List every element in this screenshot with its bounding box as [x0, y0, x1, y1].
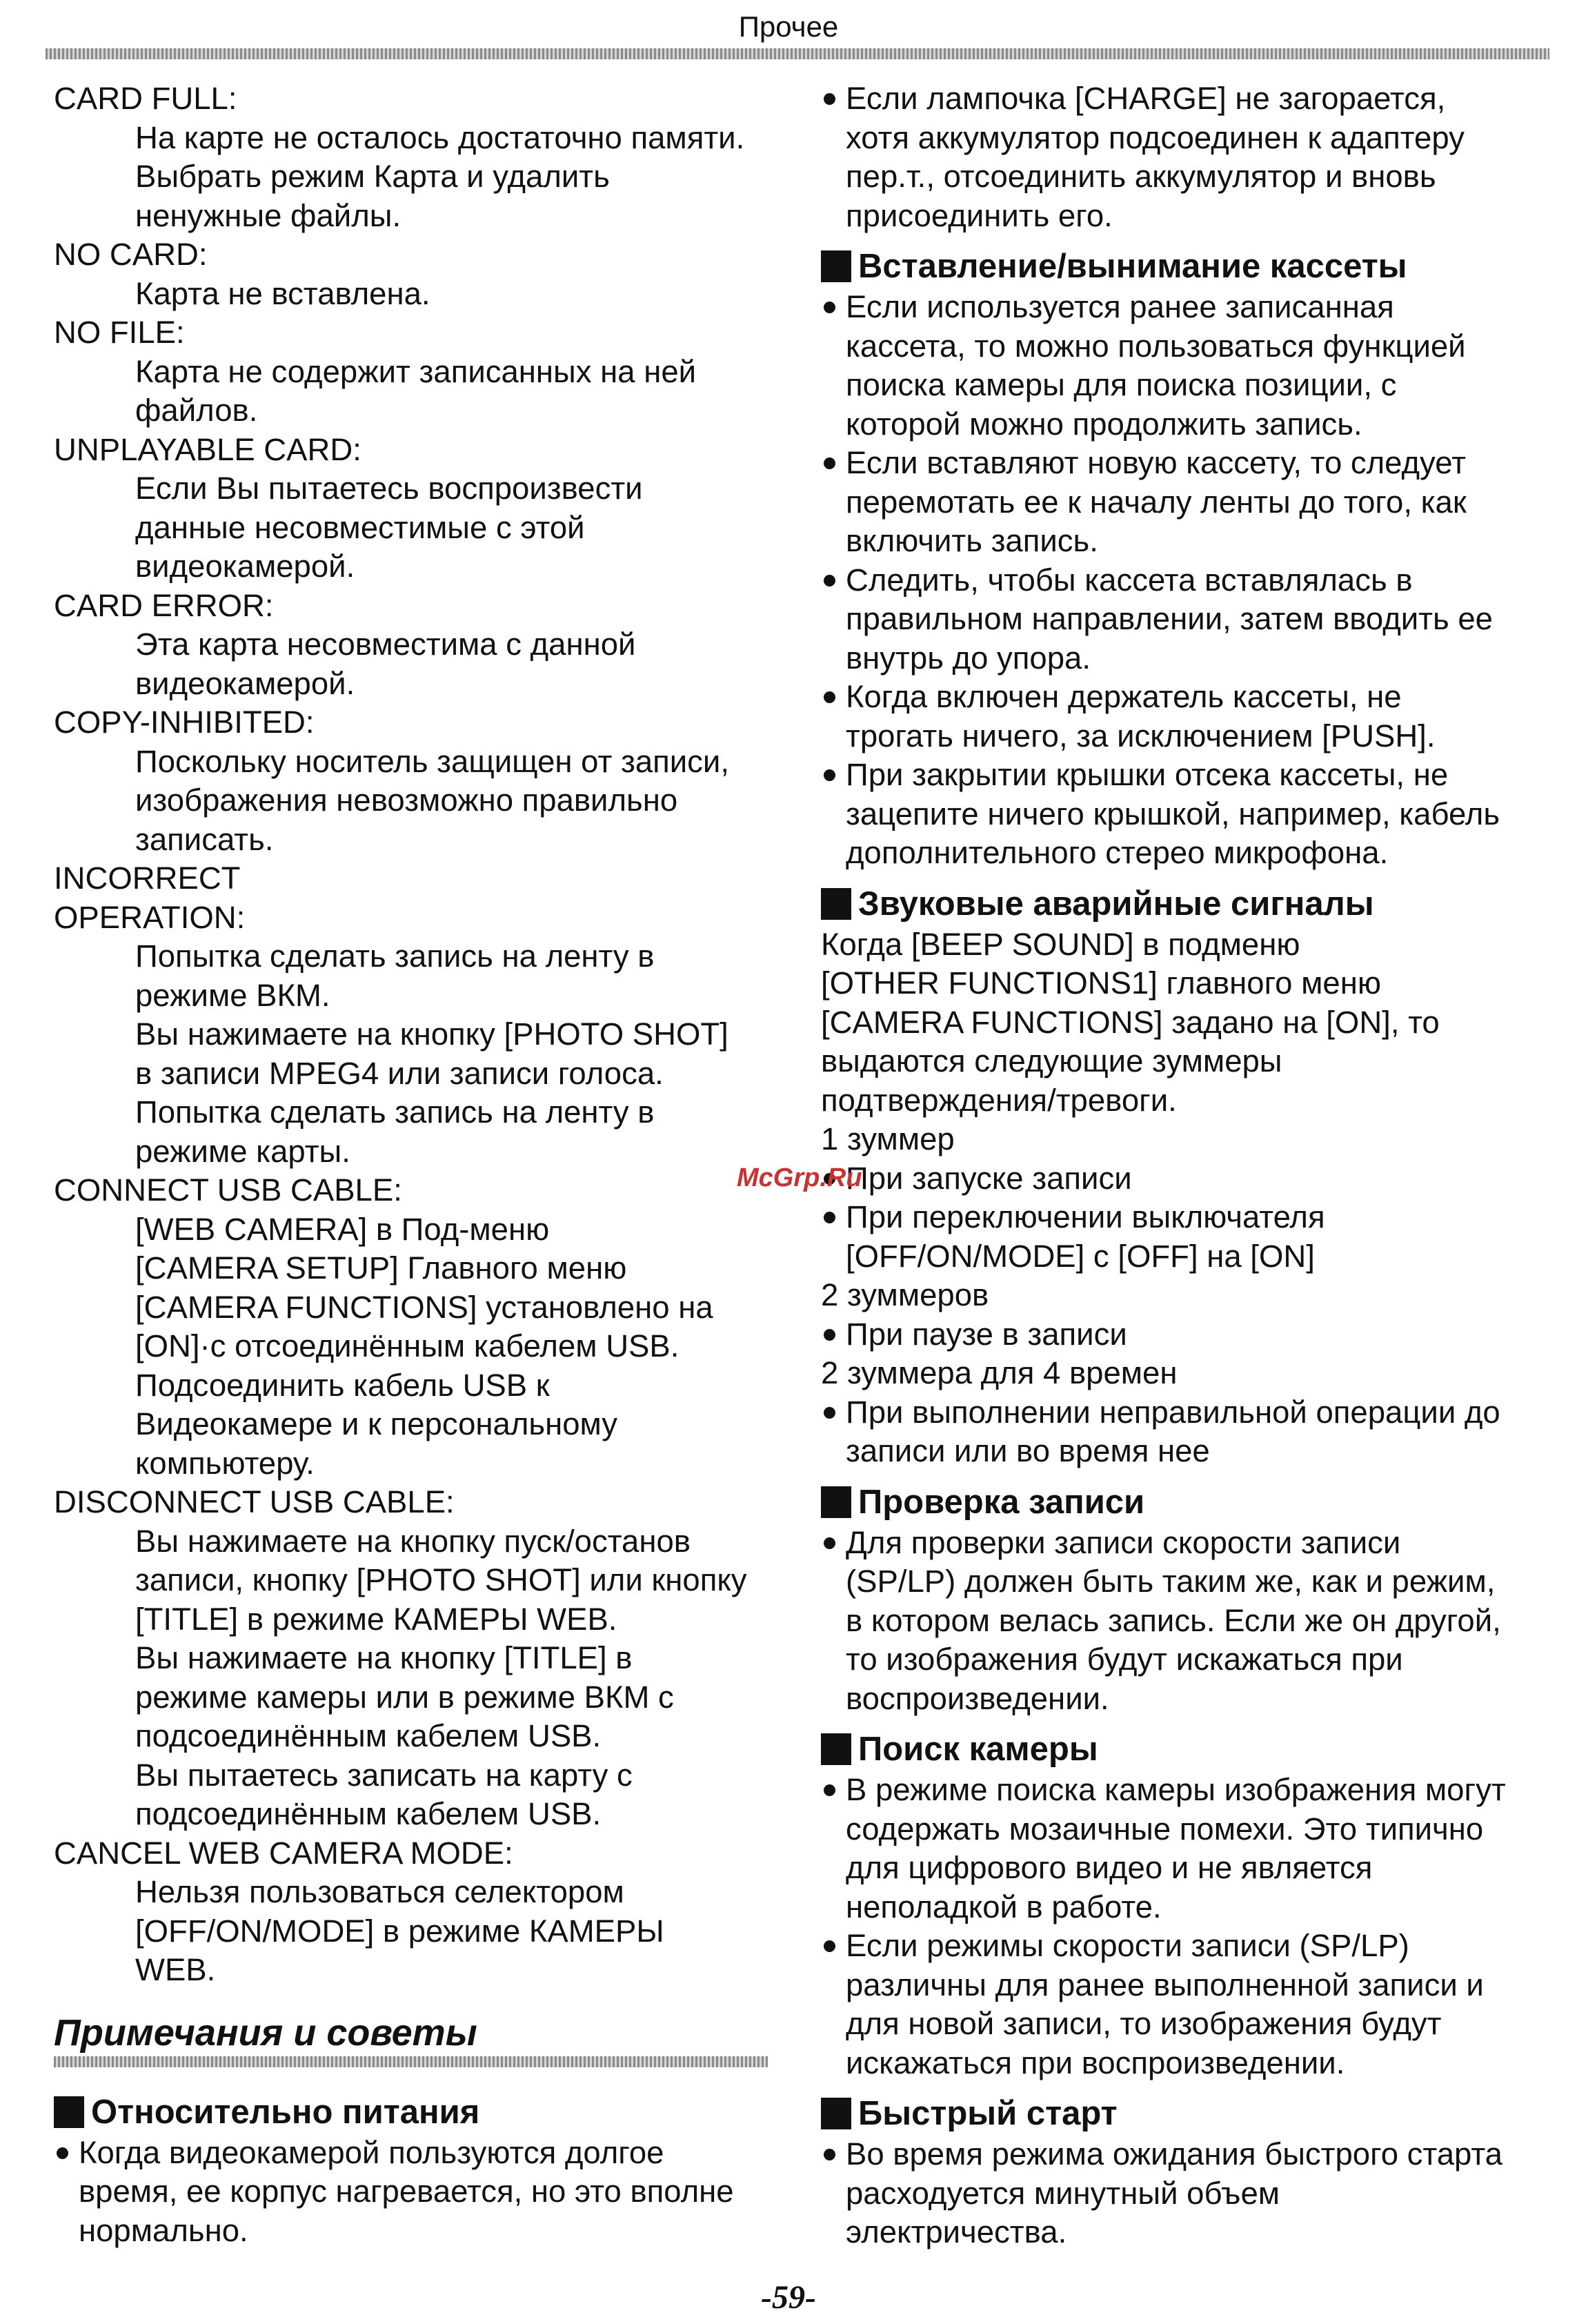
bullet-dot-icon [57, 2147, 68, 2159]
error-message [54, 587, 785, 704]
error-description [135, 1210, 785, 1484]
notes-title: Примечания и советы [54, 2011, 477, 2054]
bullet-line: При переключении выключателя [846, 1199, 1325, 1234]
page-number: -59- [761, 2279, 816, 2316]
text-line: Когда [BEEP SOUND] в подменю [821, 926, 1300, 962]
description-line: Эта карта несовместима с данной [135, 627, 636, 662]
bullet-line: При запуске записи [846, 1160, 1132, 1196]
bullet-item [821, 1198, 1552, 1276]
bullet-line: (SP/LP) должен быть таким же, как и режим, [846, 1564, 1496, 1599]
bullet-line: хотя аккумулятор подсоединен к адаптеру [846, 119, 1465, 155]
error-message [54, 1483, 785, 1834]
description-line: [WEB CAMERA] в Под-меню [135, 1211, 550, 1247]
bullet-item [821, 79, 1552, 235]
description-line: Поскольку носитель защищен от записи, [135, 743, 729, 779]
bullet-line: дополнительного стерео микрофона. [846, 835, 1389, 870]
description-line: Видеокамере и к персональному [135, 1406, 618, 1441]
bullet-line: в котором велась запись. Если же он другой, [846, 1602, 1501, 1638]
description-line: Вы нажимаете на кнопку [TITLE] в [135, 1640, 633, 1675]
bullet-line: электричества. [846, 2214, 1067, 2249]
error-term: CARD ERROR: [54, 587, 274, 623]
bullet-line: искажаться при воспроизведении. [846, 2045, 1345, 2080]
description-line: Карта не содержит записанных на ней [135, 353, 697, 389]
section-heading-text: Звуковые аварийные сигналы [858, 885, 1374, 923]
bullet-line: Когда включен держатель кассеты, не [846, 679, 1402, 714]
bullet-item [54, 2134, 785, 2251]
error-term: CONNECT USB CABLE: [54, 1172, 402, 1208]
bullet-dot-icon [824, 769, 835, 781]
error-description [135, 937, 785, 1171]
error-term: NO CARD: [54, 237, 208, 272]
bullet-line: перемотать ее к началу ленты до того, как [846, 484, 1467, 520]
section-heading-text: Вставление/вынимание кассеты [858, 248, 1407, 285]
error-description [135, 469, 785, 587]
header-rule [46, 48, 1549, 59]
error-message [54, 703, 785, 859]
section-heading-text: Проверка записи [858, 1483, 1145, 1521]
bullet-dot-icon [824, 1407, 835, 1419]
bullet-item [821, 1315, 1552, 1355]
description-line: записать. [135, 821, 274, 857]
description-line: [CAMERA FUNCTIONS] установлено на [135, 1289, 713, 1325]
bullet-dot-icon [824, 691, 835, 703]
description-line: Выбрать режим Карта и удалить [135, 159, 610, 194]
description-line: WEB. [135, 1952, 216, 1987]
error-description [135, 1522, 785, 1834]
bullet-line: время, ее корпус нагревается, но это вполне [79, 2174, 734, 2209]
error-message [54, 235, 785, 313]
description-line: режиме камеры или в режиме ВКМ с [135, 1679, 674, 1715]
bullet-line: При выполнении неправильной операции до [846, 1394, 1500, 1430]
description-line: [CAMERA SETUP] Главного меню [135, 1250, 627, 1286]
error-term: CARD FULL: [54, 81, 237, 116]
bullet-line: кассета, то можно пользоваться функцией [846, 328, 1466, 364]
text-line: [CAMERA FUNCTIONS] задано на [ON], то [821, 1004, 1440, 1040]
bullet-dot-icon [824, 302, 835, 313]
bullet-item [821, 2135, 1552, 2252]
error-description [135, 119, 785, 236]
description-line: подсоединённым кабелем USB. [135, 1718, 602, 1753]
bullet-item [821, 444, 1552, 561]
bullet-line: для новой записи, то изображения будут [846, 2006, 1442, 2041]
error-message [54, 431, 785, 587]
bullet-item [821, 288, 1552, 444]
error-message [54, 1171, 785, 1483]
description-line: файлов. [135, 393, 258, 428]
error-message [54, 859, 785, 1171]
description-line: Если Вы пытаетесь воспроизвести [135, 471, 643, 506]
bullet-line: Следить, чтобы кассета вставлялась в [846, 562, 1413, 598]
bullet-line: зацепите ничего крышкой, например, кабель [846, 796, 1500, 831]
section-square-icon [821, 1733, 851, 1765]
right-column [821, 79, 1552, 2252]
error-description [135, 275, 785, 314]
page-header-title: Прочее [738, 10, 839, 43]
description-line: записи, кнопку [PHOTO SHOT] или кнопку [135, 1562, 747, 1597]
section-heading [821, 245, 1552, 288]
bullet-line: которой можно продолжить запись. [846, 406, 1362, 442]
description-line: Попытка сделать запись на ленту в [135, 938, 655, 974]
description-line: Попытка сделать запись на ленту в [135, 1094, 655, 1130]
error-term: INCORRECT OPERATION: [54, 860, 246, 935]
description-line: в записи MPEG4 или записи голоса. [135, 1055, 664, 1091]
description-line: [ON]·с отсоединённым кабелем USB. [135, 1328, 680, 1363]
text-line: 2 зуммера для 4 времен [821, 1355, 1178, 1390]
error-description [135, 625, 785, 703]
section-square-icon [821, 888, 851, 920]
description-line: Вы нажимаете на кнопку пуск/останов [135, 1523, 691, 1559]
error-message [54, 1834, 785, 1990]
description-line: Карта не вставлена. [135, 275, 430, 311]
bullet-line: неполадкой в работе. [846, 1889, 1162, 1924]
description-line: Вы нажимаете на кнопку [PHOTO SHOT] [135, 1016, 728, 1052]
bullet-item [821, 1159, 1552, 1199]
plain-text [821, 925, 1552, 1121]
plain-text [821, 1120, 1552, 1159]
bullet-line: Для проверки записи скорости записи [846, 1524, 1401, 1560]
error-term: DISCONNECT USB CABLE: [54, 1484, 455, 1519]
section-heading [821, 883, 1552, 925]
text-line: подтверждения/тревоги. [821, 1082, 1177, 1118]
bullet-line: Если используется ранее записанная [846, 289, 1394, 324]
bullet-line: присоединить его. [846, 197, 1113, 233]
description-line: режиме карты. [135, 1133, 350, 1169]
description-line: данные несовместимые с этой [135, 509, 585, 545]
bullet-line: Во время режима ожидания быстрого старта [846, 2136, 1502, 2172]
error-message [54, 313, 785, 431]
bullet-dot-icon [824, 93, 835, 105]
bullet-item [821, 1927, 1552, 2082]
notes-title-rule [54, 2056, 768, 2067]
description-line: Подсоединить кабель USB к [135, 1367, 550, 1403]
section-square-icon [821, 250, 851, 282]
bullet-item [821, 1524, 1552, 1719]
description-line: подсоединённым кабелем USB. [135, 1796, 602, 1831]
bullet-dot-icon [824, 1212, 835, 1223]
bullet-item [821, 678, 1552, 756]
text-line: 1 зуммер [821, 1121, 955, 1156]
bullet-line: воспроизведении. [846, 1680, 1109, 1716]
text-line: выдаются следующие зуммеры [821, 1043, 1282, 1079]
bullet-line: то изображения будут искажаться при [846, 1642, 1403, 1677]
description-line: ненужные файлы. [135, 197, 401, 233]
bullet-line: Если лампочка [CHARGE] не загорается, [846, 81, 1446, 116]
text-line: 2 зуммеров [821, 1277, 989, 1312]
section-heading [54, 2091, 785, 2134]
bullet-line: различны для ранее выполненной записи и [846, 1967, 1484, 2002]
watermark: McGrp.Ru [737, 1163, 862, 1192]
error-term: UNPLAYABLE CARD: [54, 431, 361, 467]
error-description [135, 1873, 785, 1990]
bullet-dot-icon [824, 575, 835, 587]
section-square-icon [821, 1486, 851, 1518]
bullet-line: содержать мозаичные помехи. Это типично [846, 1811, 1484, 1847]
description-line: На карте не осталось достаточно памяти. [135, 119, 745, 155]
bullet-line: включить запись. [846, 523, 1098, 558]
bullet-line: Когда видеокамерой пользуются долгое [79, 2134, 664, 2170]
description-line: [TITLE] в режиме КАМЕРЫ WEB. [135, 1601, 617, 1637]
bullet-dot-icon [824, 1329, 835, 1341]
bullet-line: трогать ничего, за исключением [PUSH]. [846, 718, 1436, 754]
section-heading-text: Относительно питания [91, 2093, 480, 2131]
bullet-dot-icon [824, 1940, 835, 1952]
error-term: CANCEL WEB CAMERA MODE: [54, 1835, 513, 1871]
section-heading [821, 2092, 1552, 2135]
bullet-line: Если режимы скорости записи (SP/LP) [846, 1928, 1409, 1963]
bullet-line: записи или во время нее [846, 1433, 1210, 1468]
bullet-dot-icon [824, 1784, 835, 1796]
error-description [135, 742, 785, 860]
left-column [54, 79, 785, 2250]
bullet-dot-icon [824, 2149, 835, 2160]
section-square-icon [821, 2098, 851, 2129]
error-message [54, 79, 785, 235]
description-line: Вы пытаетесь записать на карту с [135, 1757, 633, 1793]
error-term: COPY-INHIBITED: [54, 705, 315, 740]
bullet-line: поиска камеры для поиска позиции, с [846, 367, 1397, 402]
bullet-line: нормально. [79, 2212, 248, 2248]
section-heading-text: Быстрый старт [858, 2095, 1118, 2132]
bullet-line: При закрытии крышки отсека кассеты, не [846, 757, 1449, 792]
error-term: NO FILE: [54, 315, 185, 350]
section-heading [821, 1728, 1552, 1771]
bullet-item [821, 1393, 1552, 1471]
description-line: изображения невозможно правильно [135, 782, 678, 818]
bullet-line: В режиме поиска камеры изображения могут [846, 1772, 1506, 1807]
description-line: компьютеру. [135, 1445, 315, 1481]
description-line: видеокамерой. [135, 549, 355, 584]
bullet-dot-icon [824, 457, 835, 469]
plain-text [821, 1276, 1552, 1315]
section-heading [821, 1481, 1552, 1524]
error-description [135, 353, 785, 431]
bullet-line: Если вставляют новую кассету, то следует [846, 445, 1466, 480]
bullet-item [821, 756, 1552, 873]
bullet-line: При паузе в записи [846, 1316, 1127, 1352]
description-line: [OFF/ON/MODE] в режиме КАМЕРЫ [135, 1913, 664, 1949]
description-line: видеокамерой. [135, 665, 355, 701]
bullet-line: расходуется минутный объем [846, 2175, 1280, 2211]
description-line: Нельзя пользоваться селектором [135, 1874, 624, 1909]
bullet-line: внутрь до упора. [846, 640, 1091, 676]
bullet-line: пер.т., отсоединить аккумулятор и вновь [846, 159, 1436, 194]
section-square-icon [54, 2096, 84, 2128]
section-heading-text: Поиск камеры [858, 1731, 1098, 1768]
bullet-item [821, 1771, 1552, 1927]
text-line: [OTHER FUNCTIONS1] главного меню [821, 965, 1381, 1001]
plain-text [821, 1354, 1552, 1393]
bullet-dot-icon [824, 1537, 835, 1549]
bullet-line: [OFF/ON/MODE] с [OFF] на [ON] [846, 1238, 1315, 1274]
bullet-item [821, 561, 1552, 678]
bullet-line: для цифрового видео и не является [846, 1850, 1373, 1885]
description-line: режиме ВКМ. [135, 977, 330, 1013]
bullet-line: правильном направлении, затем вводить ее [846, 601, 1493, 636]
